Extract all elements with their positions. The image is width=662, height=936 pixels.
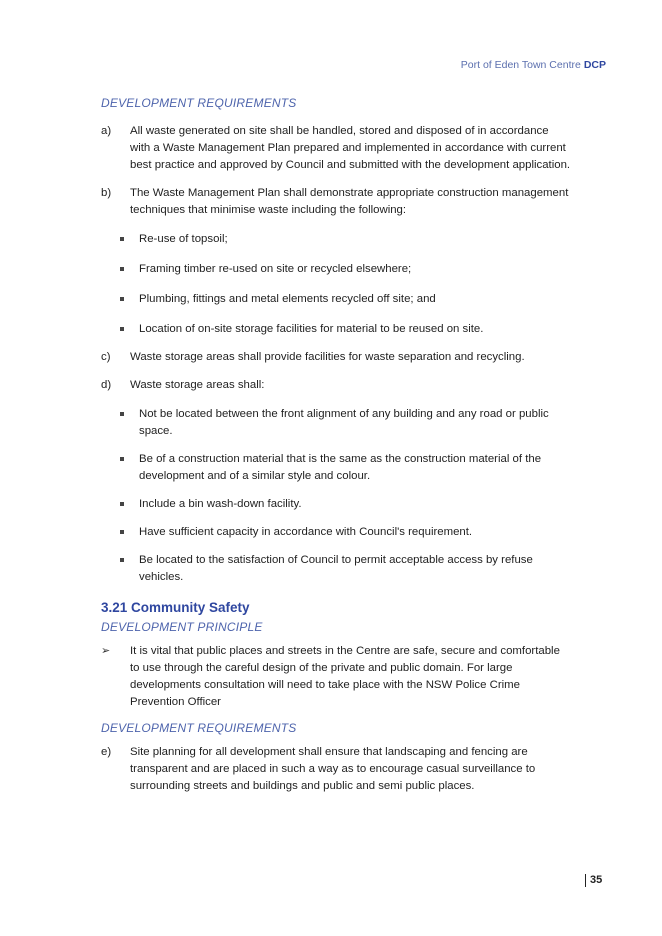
arrow-bullet-icon: ➢ — [101, 645, 111, 657]
bullet-icon — [120, 530, 124, 534]
requirement-c — [101, 349, 571, 366]
principle-paragraph — [101, 643, 571, 711]
development-requirements-heading-2: DEVELOPMENT REQUIREMENTS — [101, 721, 297, 735]
list-item: Framing timber re-used on site or recycled elsewhere; — [101, 261, 571, 278]
list-item: Re-use of topsoil; — [101, 231, 571, 248]
requirement-label: e) — [101, 746, 112, 758]
page-number: 35 — [585, 874, 602, 887]
bullet-icon — [120, 457, 124, 461]
list-item: Location of on-site storage facilities for material to be reused on site. — [101, 321, 571, 338]
running-header — [461, 59, 606, 71]
requirement-text: All waste generated on site shall be handled, stored and disposed of in accordance with a Waste Management Plan prepared and implemented in accordance with current best practice and approved by Council and submitted with the development application. — [130, 125, 571, 171]
list-item: Plumbing, fittings and metal elements recycled off site; and — [101, 291, 571, 308]
bullet-icon — [120, 502, 124, 506]
list-item: Include a bin wash-down facility. — [101, 496, 571, 513]
requirement-text: Waste storage areas shall: — [130, 379, 265, 391]
bullet-icon — [120, 237, 124, 241]
requirement-label: a) — [101, 125, 112, 137]
requirement-text: Site planning for all development shall ensure that landscaping and fencing are transparent and are placed in such a way as to encourage casual surveillance to surrounding streets and buildings and public and semi public places. — [130, 746, 536, 792]
development-principle-heading: DEVELOPMENT PRINCIPLE — [101, 620, 263, 634]
development-requirements-heading: DEVELOPMENT REQUIREMENTS — [101, 96, 297, 110]
page-content — [101, 96, 571, 795]
section-title: 3.21 Community Safety — [101, 600, 250, 615]
requirement-label: c) — [101, 351, 111, 363]
list-item: Be of a construction material that is the same as the construction material of the development and of a similar style and colour. — [101, 451, 571, 485]
list-item: Not be located between the front alignment of any building and any road or public space. — [101, 406, 571, 440]
bullet-icon — [120, 558, 124, 562]
principle-text: It is vital that public places and streets in the Centre are safe, secure and comfortable to use through the careful design of the private and public domain. For large developments consultation will need to take place with the NSW Police Crime Prevention Officer — [130, 645, 560, 708]
list-item: Be located to the satisfaction of Council to permit acceptable access by refuse vehicles. — [101, 552, 571, 586]
bullet-icon — [120, 412, 124, 416]
requirement-d — [101, 377, 571, 394]
requirement-a — [101, 123, 571, 174]
header-tag: DCP — [583, 59, 606, 71]
requirement-b — [101, 185, 571, 219]
requirement-label: b) — [101, 187, 112, 199]
requirement-text: Waste storage areas shall provide facilities for waste separation and recycling. — [130, 351, 525, 363]
bullet-icon — [120, 327, 124, 331]
bullet-icon — [120, 267, 124, 271]
header-title-text: Port of Eden Town Centre — [460, 59, 581, 71]
requirement-label: d) — [101, 379, 112, 391]
bullet-icon — [120, 297, 124, 301]
requirement-text: The Waste Management Plan shall demonstrate appropriate construction management techniques that minimise waste including the following: — [130, 187, 569, 216]
list-item: Have sufficient capacity in accordance with Council's requirement. — [101, 524, 571, 541]
requirement-e — [101, 744, 571, 795]
